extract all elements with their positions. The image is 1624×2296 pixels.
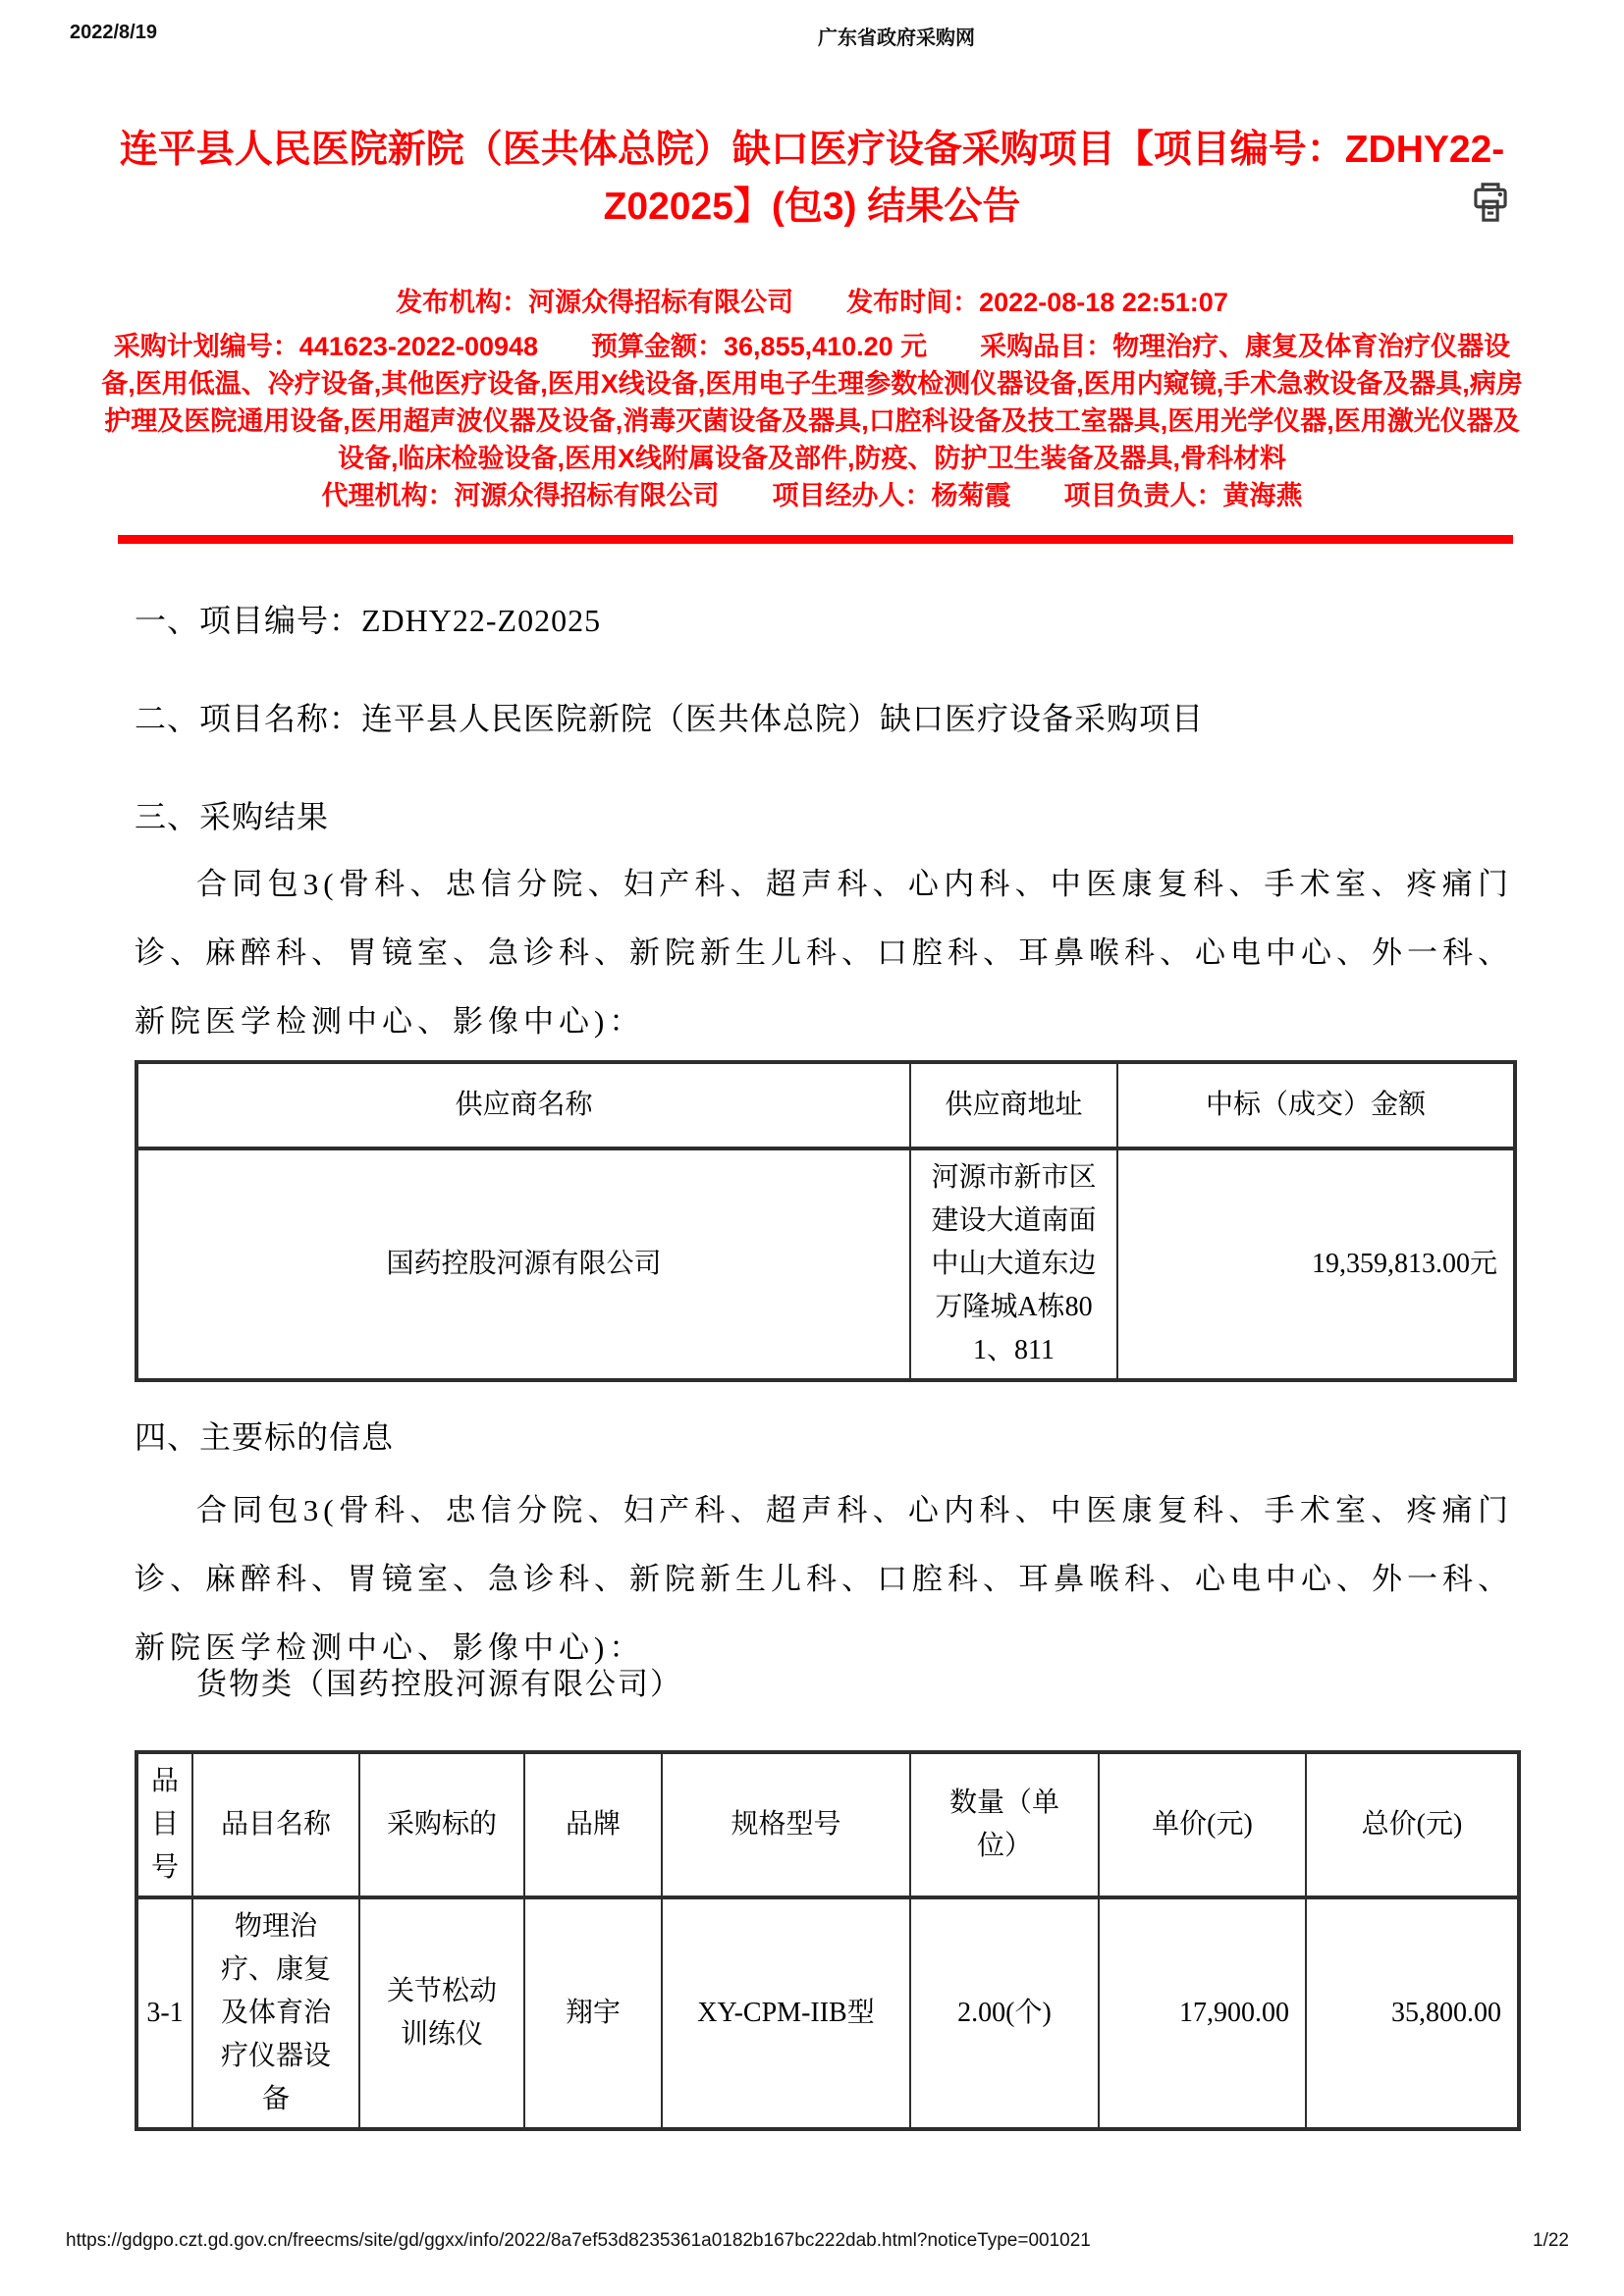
supplier-table-row xyxy=(136,1148,1515,1380)
item-no-cell: 3-1 xyxy=(136,1897,192,2129)
notice-title xyxy=(105,122,1519,236)
spec-model-header: 规格型号 xyxy=(662,1752,910,1897)
brand-header: 品牌 xyxy=(524,1752,662,1897)
supplier-name-header: 供应商名称 xyxy=(136,1062,910,1148)
notice-title-line-2: Z02025】(包3) 结果公告 xyxy=(603,186,1021,228)
red-divider xyxy=(118,535,1513,544)
total-price-cell: 35,800.00 xyxy=(1306,1897,1519,2129)
print-footer-page-number: 1/22 xyxy=(1533,2230,1569,2251)
quantity-unit-cell: 2.00(个) xyxy=(910,1897,1099,2129)
section-heading-main-subject-info: 四、主要标的信息 xyxy=(135,1419,395,1455)
total-price-header: 总价(元) xyxy=(1306,1752,1519,1897)
quantity-unit-header: 数量（单位） xyxy=(910,1752,1099,1897)
meta-catalog-line-2: 备,医用低温、冷疗设备,其他医疗设备,医用X线设备,医用电子生理参数检测仪器设备,医用内窥镜,手术急救设备及器具,病房 xyxy=(101,369,1523,399)
award-amount-cell: 19,359,813.00元 xyxy=(1117,1148,1515,1380)
award-amount-header: 中标（成交）金额 xyxy=(1117,1062,1515,1148)
supplier-address-header: 供应商地址 xyxy=(910,1062,1117,1148)
print-header-site-title: 广东省政府采购网 xyxy=(818,27,975,49)
notice-meta xyxy=(88,284,1536,514)
supplier-table-header-row xyxy=(136,1062,1515,1148)
section-heading-project-name: 二、项目名称：连平县人民医院新院（医共体总院）缺口医疗设备采购项目 xyxy=(135,701,1205,736)
meta-plan-budget-line: 采购计划编号：441623-2022-00948 预算金额：36,855,410.20 元 采购品目：物理治疗、康复及体育治疗仪器设 xyxy=(113,332,1511,361)
goods-category-line: 货物类（国药控股河源有限公司） xyxy=(196,1667,682,1701)
spec-model-cell: XY-CPM-IIB型 xyxy=(662,1897,910,2129)
items-table-header-row xyxy=(136,1752,1519,1897)
meta-agency-line: 代理机构：河源众得招标有限公司 项目经办人：杨菊霞 项目负责人：黄海燕 xyxy=(321,481,1303,510)
items-table-row xyxy=(136,1897,1519,2129)
supplier-name-cell: 国药控股河源有限公司 xyxy=(136,1148,910,1380)
supplier-address-cell: 河源市新市区建设大道南面中山大道东边万隆城A栋801、811 xyxy=(910,1148,1117,1380)
contract-package-paragraph-2: 合同包3(骨科、忠信分院、妇产科、超声科、心内科、中医康复科、手术室、疼痛门诊、麻醉科、胃镜室、急诊科、新院新生儿科、口腔科、耳鼻喉科、心电中心、外一科、新院医学检测中心、影像中心)： xyxy=(135,1493,1513,1665)
print-header-date: 2022/8/19 xyxy=(70,22,157,43)
item-name-cell: 物理治疗、康复及体育治疗仪器设备 xyxy=(192,1897,359,2129)
procurement-target-header: 采购标的 xyxy=(359,1752,524,1897)
items-table xyxy=(135,1750,1521,2131)
printer-icon[interactable] xyxy=(1472,180,1509,225)
notice-title-line-1: 连平县人民医院新院（医共体总院）缺口医疗设备采购项目【项目编号：ZDHY22- xyxy=(119,129,1505,171)
unit-price-header: 单价(元) xyxy=(1099,1752,1306,1897)
unit-price-cell: 17,900.00 xyxy=(1099,1897,1306,2129)
meta-publisher-line: 发布机构：河源众得招标有限公司 发布时间：2022-08-18 22:51:07 xyxy=(396,288,1228,317)
procurement-target-cell: 关节松动训练仪 xyxy=(359,1897,524,2129)
meta-catalog-line-4: 设备,临床检验设备,医用X线附属设备及部件,防疫、防护卫生装备及器具,骨科材料 xyxy=(337,444,1286,473)
contract-package-paragraph: 合同包3(骨科、忠信分院、妇产科、超声科、心内科、中医康复科、手术室、疼痛门诊、麻醉科、胃镜室、急诊科、新院新生儿科、口腔科、耳鼻喉科、心电中心、外一科、新院医学检测中心、影像中心)： xyxy=(135,867,1513,1039)
section-heading-project-number: 一、项目编号：ZDHY22-Z02025 xyxy=(135,603,602,638)
print-footer-url: https://gdgpo.czt.gd.gov.cn/freecms/site/gd/ggxx/info/2022/8a7ef53d8235361a0182b167bc222dab.html?noticeType=001021 xyxy=(66,2230,1091,2251)
item-name-header: 品目名称 xyxy=(192,1752,359,1897)
item-no-header: 品目号 xyxy=(136,1752,192,1897)
brand-cell: 翔宇 xyxy=(524,1897,662,2129)
meta-catalog-line-3: 护理及医院通用设备,医用超声波仪器及设备,消毒灭菌设备及器具,口腔科设备及技工室器具,医用光学仪器,医用激光仪器及 xyxy=(104,406,1520,436)
section-heading-procurement-result: 三、采购结果 xyxy=(135,799,330,834)
supplier-table xyxy=(135,1060,1517,1382)
